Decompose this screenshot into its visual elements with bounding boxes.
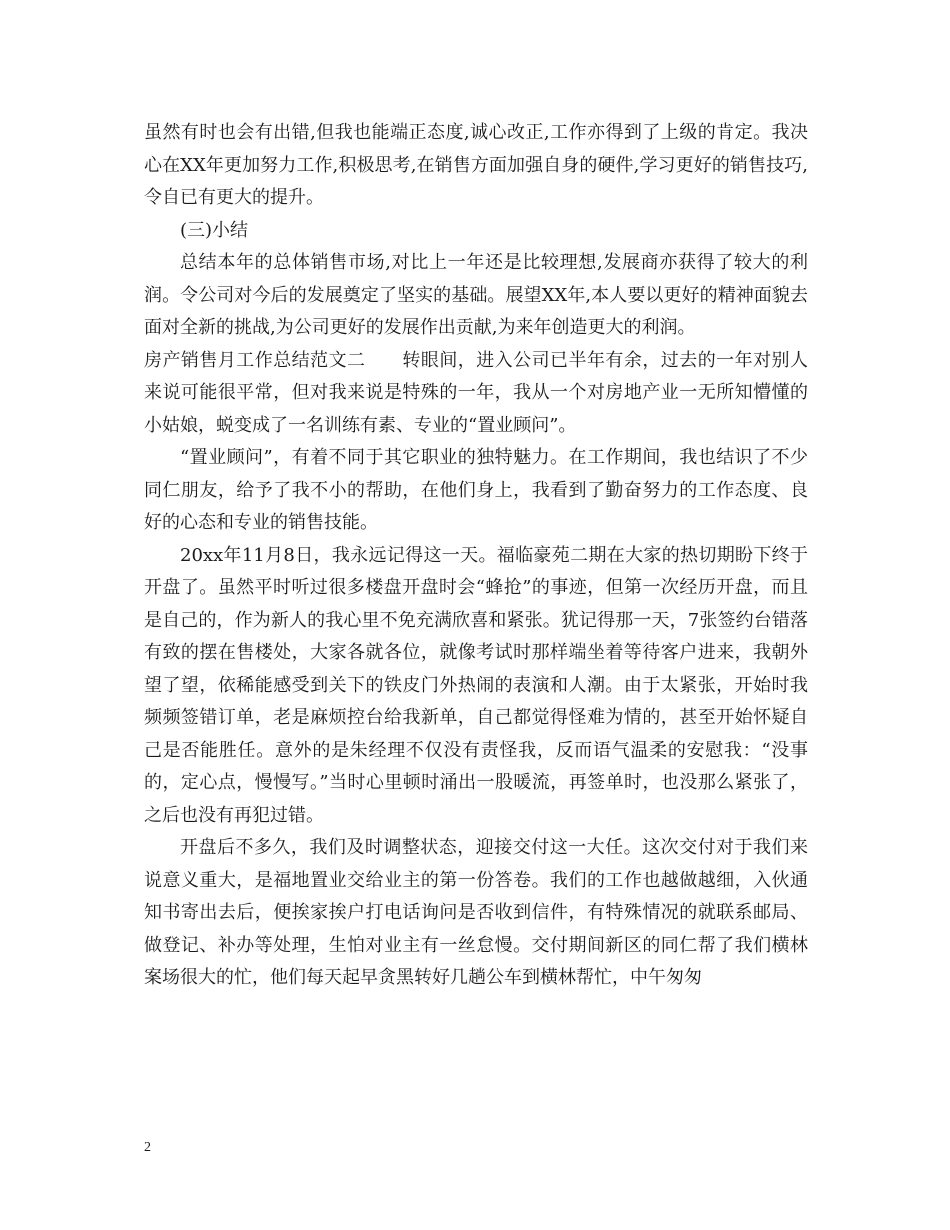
paragraph-7: 开盘后不多久，我们及时调整状态，迎接交付这一大任。这次交付对于我们来说意义重大，是福地置业交给业主的第一份答卷。我们的工作也越做越细，入伙通知书寄出去后，便挨家挨户打电话询问是否收到信件，有特殊情况的就联系邮局、做登记、补办等处理，生怕对业主有一丝怠慢。交付期间新区的同仁帮了我们横林案场很大的忙，他们每天起早贪黑转好几趟公车到横林帮忙，中午匆匆 xyxy=(144,837,808,988)
document-body xyxy=(144,117,808,995)
paragraph-1: 虽然有时也会有出错,但我也能端正态度,诚心改正,工作亦得到了上级的肯定。我决心在XX年更加努力工作,积极思考,在销售方面加强自身的硬件,学习更好的销售技巧,令自已有更大的提升。 xyxy=(144,122,808,208)
paragraph-5: “置业顾问”，有着不同于其它职业的独特魅力。在工作期间，我也结识了不少同仁朋友，给予了我不小的帮助，在他们身上，我看到了勤奋努力的工作态度、良好的心态和专业的销售技能。 xyxy=(144,447,808,533)
paragraph-2-section-heading: (三)小结 xyxy=(180,219,249,241)
page-number: 2 xyxy=(144,1140,151,1155)
paragraph-4: 房产销售月工作总结范文二 转眼间，进入公司已半年有余，过去的一年对别人来说可能很平常，但对我来说是特殊的一年，我从一个对房地产业一无所知懵懂的小姑娘，蜕变成了一名训练有素、专业的“置业顾问”。 xyxy=(144,349,808,436)
paragraph-6: 20xx年11月8日，我永远记得这一天。福临豪苑二期在大家的热切期盼下终于开盘了。虽然平时听过很多楼盘开盘时会“蜂抢”的事迹，但第一次经历开盘，而且是自己的，作为新人的我心里不免充满欣喜和紧张。犹记得那一天，7张签约台错落有致的摆在售楼处，大家各就各位，就像考试时那样端坐着等待客户进来，我朝外望了望，依稀能感受到关下的铁皮门外热闹的表演和人潮。由于太紧张，开始时我频频签错订单，老是麻烦控台给我新单，自己都觉得怪难为情的，甚至开始怀疑自己是否能胜任。意外的是朱经理不仅没有责怪我，反而语气温柔的安慰我：“没事的，定心点，慢慢写。”当时心里顿时涌出一股暖流，再签单时，也没那么紧张了，之后也没有再犯过错。 xyxy=(144,544,808,826)
paragraph-3: 总结本年的总体销售市场,对比上一年还是比较理想,发展商亦获得了较大的利润。令公司对今后的发展奠定了坚实的基础。展望XX年,本人要以更好的精神面貌去面对全新的挑战,为公司更好的发展作出贡献,为来年创造更大的利润。 xyxy=(144,252,808,338)
